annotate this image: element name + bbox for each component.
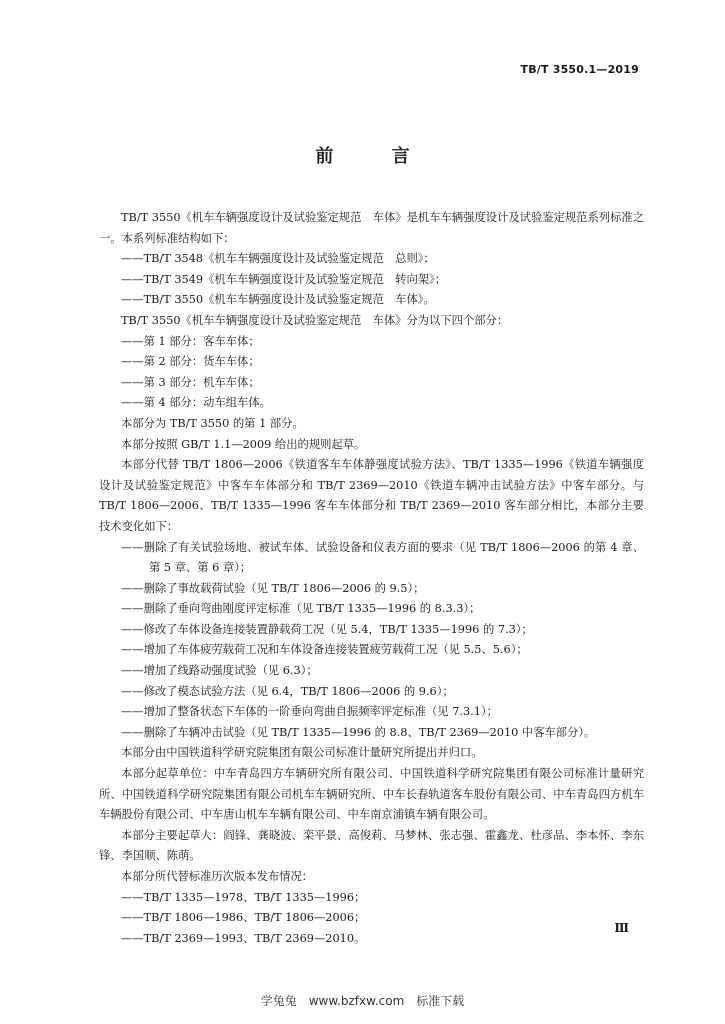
paragraph: 本部分代替 TB/T 1806—2006《铁道客车车体静强度试验方法》、TB/T 1335—1996《铁道车辆强度设计及试验鉴定规范》中客车车体部分和 TB/T 2369—2010《铁道车辆冲击试验方法》中客车部分。与 TB/T 1806—2006、TB/T 1335—1996 客车车体部分和 TB/T 2369—2010 客车部分相比，本部分主要技术变化如下： [99,458,644,533]
watermark-footer: 学兔兔 www.bzfxw.com 标准下载 [260,994,465,1008]
change-item: ——删除了事故载荷试验（见 TB/T 1806—2006 的 9.5）； [121,581,425,595]
paragraph: TB/T 3550《机车车辆强度设计及试验鉴定规范 车体》是机车车辆强度设计及试验鉴定规范系列标准之一。本系列标准结构如下： [99,211,644,245]
paragraph: 本部分由中国铁道科学研究院集团有限公司标准计量研究所提出并归口。 [121,746,483,760]
standard-number: TB/T 3550.1—2019 [520,63,639,76]
page-title: 前 言 [315,146,436,167]
part-item: ——第 4 部分：动车组车体。 [121,396,271,410]
foreword-body [99,208,644,949]
paragraph: TB/T 3550《机车车辆强度设计及试验鉴定规范 车体》分为以下四个部分： [121,313,509,327]
series-item: ——TB/T 3548《机车车辆强度设计及试验鉴定规范 总则》； [121,252,435,266]
page-number: Ⅲ [614,921,629,935]
change-item: ——修改了模态试验方法（见 6.4，TB/T 1806—2006 的 9.6）； [121,684,454,698]
part-item: ——第 2 部分：货车车体； [121,355,260,369]
change-item: ——删除了垂向弯曲刚度评定标准（见 TB/T 1335—1996 的 8.3.3）； [121,602,481,616]
change-item: ——修改了车体设备连接装置静载荷工况（见 5.4，TB/T 1335—1996 的 7.3）； [121,622,533,636]
part-item: ——第 3 部分：机车车体； [121,375,260,389]
paragraph: 本部分为 TB/T 3550 的第 1 部分。 [121,416,304,430]
change-item: ——增加了车体疲劳载荷工况和车体设备连接装置疲劳载荷工况（见 5.5、5.6）； [121,643,528,657]
paragraph: 本部分按照 GB/T 1.1—2009 给出的规则起草。 [121,437,366,451]
series-item: ——TB/T 3550《机车车辆强度设计及试验鉴定规范 车体》。 [121,293,435,307]
history-item: ——TB/T 1806—1986、TB/T 1806—2006； [121,911,366,925]
change-item: ——删除了有关试验场地、被试车体、试验设备和仪表方面的要求（见 TB/T 1806—2006 的第 4 章、第 5 章、第 6 章）； [121,540,644,575]
part-item: ——第 1 部分：客车车体； [121,334,260,348]
change-item: ——删除了车辆冲击试验（见 TB/T 1335—1996 的 8.8、TB/T 2369—2010 中客车部分）。 [121,725,596,739]
change-item: ——增加了整备状态下车体的一阶垂向弯曲自振频率评定标准（见 7.3.1）； [121,705,498,719]
paragraph: 本部分起草单位：中车青岛四方车辆研究所有限公司、中国铁道科学研究院集团有限公司标准计量研究所、中国铁道科学研究院集团有限公司机车车辆研究所、中车长春轨道客车股份有限公司、中车青岛四方机车车辆股份有限公司、中车唐山机车车辆有限公司、中车南京浦镇车辆有限公司。 [99,767,644,822]
change-item: ——增加了线路动强度试验（见 6.3）； [121,664,318,678]
paragraph: 本部分主要起草人：阎锋、龚晓波、栾平景、高俊莉、马梦林、张志强、霍鑫龙、杜彦品、李本怀、李东锋、李国顺、陈萌。 [99,828,644,863]
series-item: ——TB/T 3549《机车车辆强度设计及试验鉴定规范 转向架》； [121,272,446,286]
history-item: ——TB/T 1335—1978、TB/T 1335—1996； [121,890,366,904]
paragraph: 本部分所代替标准历次版本发布情况： [121,870,314,883]
history-item: ——TB/T 2369—1993、TB/T 2369—2010。 [121,931,366,945]
